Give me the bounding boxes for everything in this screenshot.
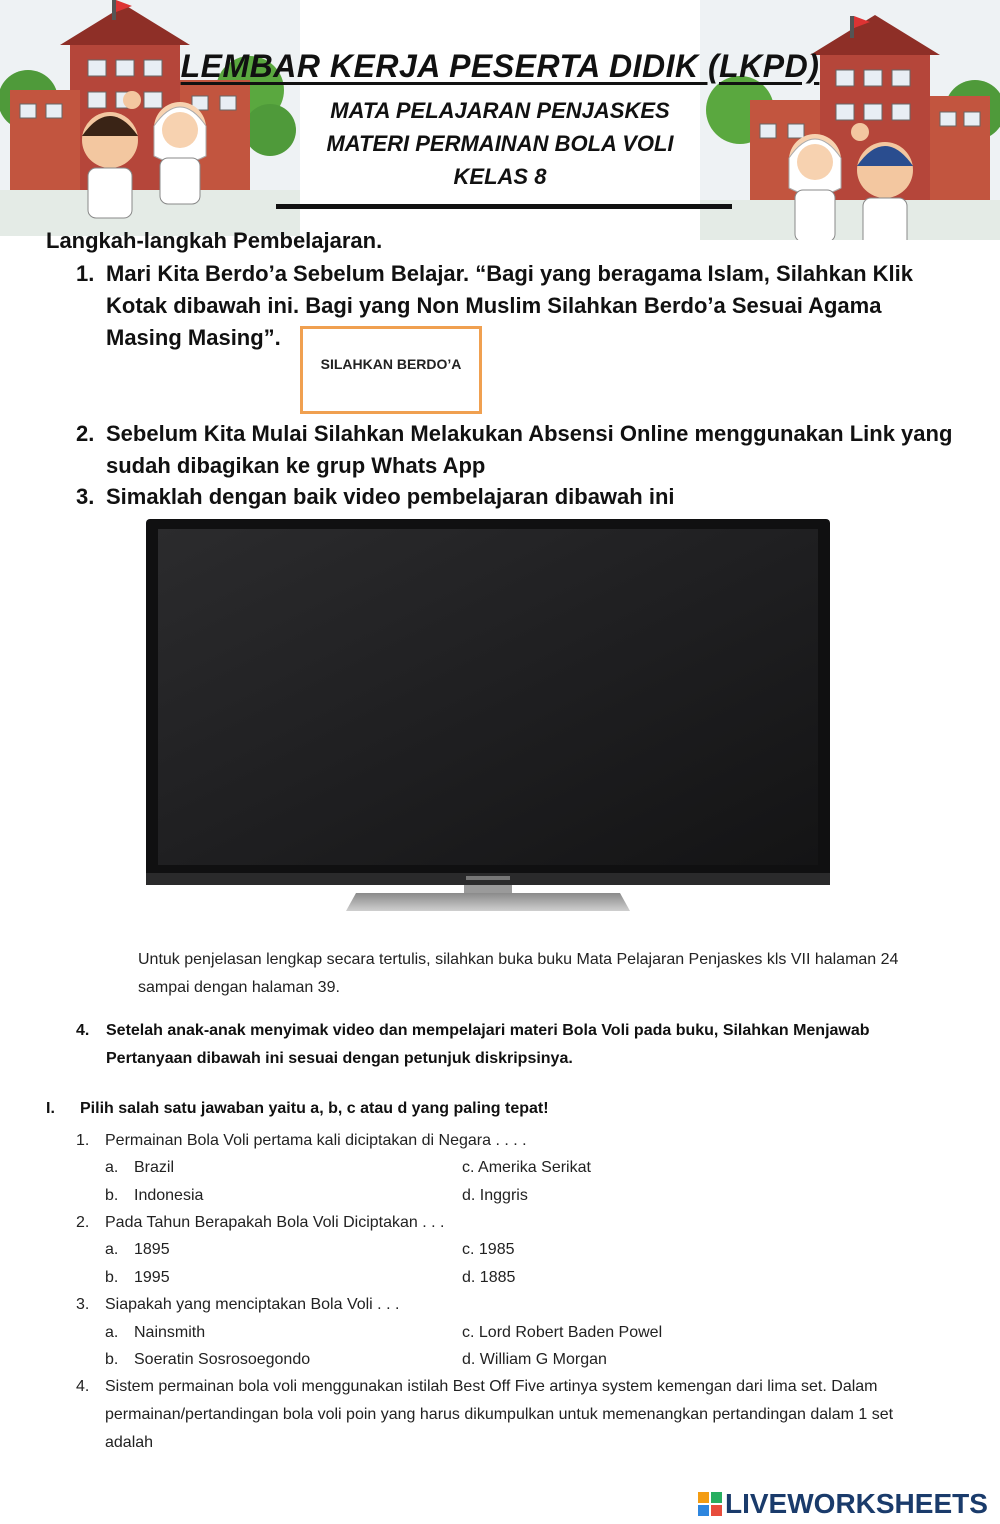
step-number: 4. — [76, 1022, 90, 1039]
option-b[interactable] — [105, 1182, 203, 1210]
worksheet-title: LEMBAR KERJA PESERTA DIDIK (LKPD) — [180, 48, 820, 84]
option-a[interactable] — [105, 1154, 174, 1182]
school-building-illustration-left — [0, 0, 300, 236]
step-number: 2. — [76, 421, 95, 446]
option-b[interactable] — [105, 1346, 310, 1374]
option-letter: a. — [105, 1159, 119, 1176]
question-number: 2. — [76, 1214, 90, 1231]
option-text: 1885 — [479, 1269, 516, 1286]
option-text: 1995 — [134, 1269, 170, 1286]
option-c[interactable] — [462, 1236, 515, 1264]
option-a[interactable] — [105, 1236, 170, 1264]
step-text: Mari Kita Berdo’a Sebelum Belajar. “Bagi yang beragama Islam, Silahkan Klik Kotak dibawah ini. Bagi yang Non Muslim Silahkan Berdo’a Sesuai Agama Masing Masing”. — [106, 261, 913, 350]
step-text: Simaklah dengan baik video pembelajaran dibawah ini — [106, 484, 675, 509]
option-text: 1985 — [478, 1241, 515, 1258]
option-letter: b. — [105, 1187, 119, 1204]
school-building-illustration-right — [700, 0, 1000, 240]
title-divider — [276, 204, 732, 209]
step-text: Sebelum Kita Mulai Silahkan Melakukan Absensi Online menggunakan Link yang sudah dibagikan ke grup Whats App — [106, 421, 953, 478]
option-letter: a. — [105, 1241, 119, 1258]
question-text: Pada Tahun Berapakah Bola Voli Diciptakan . . . — [105, 1214, 445, 1231]
option-letter: d. — [462, 1269, 476, 1286]
option-text: Lord Robert Baden Powel — [478, 1324, 663, 1341]
liveworksheets-logo[interactable] — [698, 1486, 988, 1522]
option-letter: c. — [462, 1324, 475, 1341]
liveworksheets-logo-icon — [698, 1492, 722, 1516]
logo-text: LIVEWORKSHEETS — [725, 1488, 988, 1519]
option-text: Inggris — [479, 1187, 528, 1204]
option-text: Amerika Serikat — [478, 1159, 591, 1176]
option-text: Indonesia — [134, 1187, 204, 1204]
steps-heading: Langkah-langkah Pembelajaran. — [46, 228, 383, 253]
option-text: Soeratin Sosrosoegondo — [134, 1351, 311, 1368]
book-reference-note: Untuk penjelasan lengkap secara tertulis, silahkan buka buku Mata Pelajaran Penjaskes kls VII halaman 24 sampai dengan halaman 39. — [138, 951, 899, 996]
option-d[interactable] — [462, 1346, 607, 1374]
step-number: 1. — [76, 261, 95, 286]
grade-subtitle: KELAS 8 — [453, 164, 547, 189]
option-text: Nainsmith — [134, 1324, 206, 1341]
option-c[interactable] — [462, 1154, 591, 1182]
option-letter: a. — [105, 1324, 119, 1341]
pray-button[interactable]: SILAHKAN BERDO’A — [300, 326, 482, 414]
option-d[interactable] — [462, 1182, 528, 1210]
option-letter: b. — [105, 1351, 119, 1368]
subject-subtitle: MATA PELAJARAN PENJASKES — [330, 98, 670, 123]
option-letter: d. — [462, 1351, 476, 1368]
option-text: 1895 — [134, 1241, 170, 1258]
option-letter: b. — [105, 1269, 119, 1286]
option-text: William G Morgan — [479, 1351, 607, 1368]
question-number: 3. — [76, 1296, 90, 1313]
option-letter: c. — [462, 1159, 475, 1176]
section-number: I. — [46, 1100, 55, 1117]
option-text: Brazil — [134, 1159, 175, 1176]
question-number: 4. — [76, 1378, 90, 1395]
step-text: Setelah anak-anak menyimak video dan mempelajari materi Bola Voli pada buku, Silahkan Menjawab Pertanyaan dibawah ini sesuai dengan petunjuk diskripsinya. — [106, 1022, 870, 1067]
step-number: 3. — [76, 484, 95, 509]
option-c[interactable] — [462, 1319, 662, 1347]
option-a[interactable] — [105, 1319, 205, 1347]
option-b[interactable] — [105, 1264, 170, 1292]
header-banner — [0, 0, 1000, 240]
option-letter: d. — [462, 1187, 476, 1204]
option-d[interactable] — [462, 1264, 515, 1292]
question-text: Sistem permainan bola voli menggunakan istilah Best Off Five artinya system kemengan dari lima set. Dalam permainan/pertandingan bola voli poin yang harus dikumpulkan untuk memenangkan pertandingan dalam 1 set adalah — [105, 1378, 894, 1451]
section-instruction: Pilih salah satu jawaban yaitu a, b, c atau d yang paling tepat! — [80, 1100, 549, 1117]
option-letter: c. — [462, 1241, 475, 1258]
material-subtitle: MATERI PERMAINAN BOLA VOLI — [326, 131, 674, 156]
question-number: 1. — [76, 1132, 90, 1149]
question-text: Siapakah yang menciptakan Bola Voli . . . — [105, 1296, 400, 1313]
question-text: Permainan Bola Voli pertama kali diciptakan di Negara . . . . — [105, 1132, 527, 1149]
video-player-tv[interactable] — [146, 519, 830, 913]
